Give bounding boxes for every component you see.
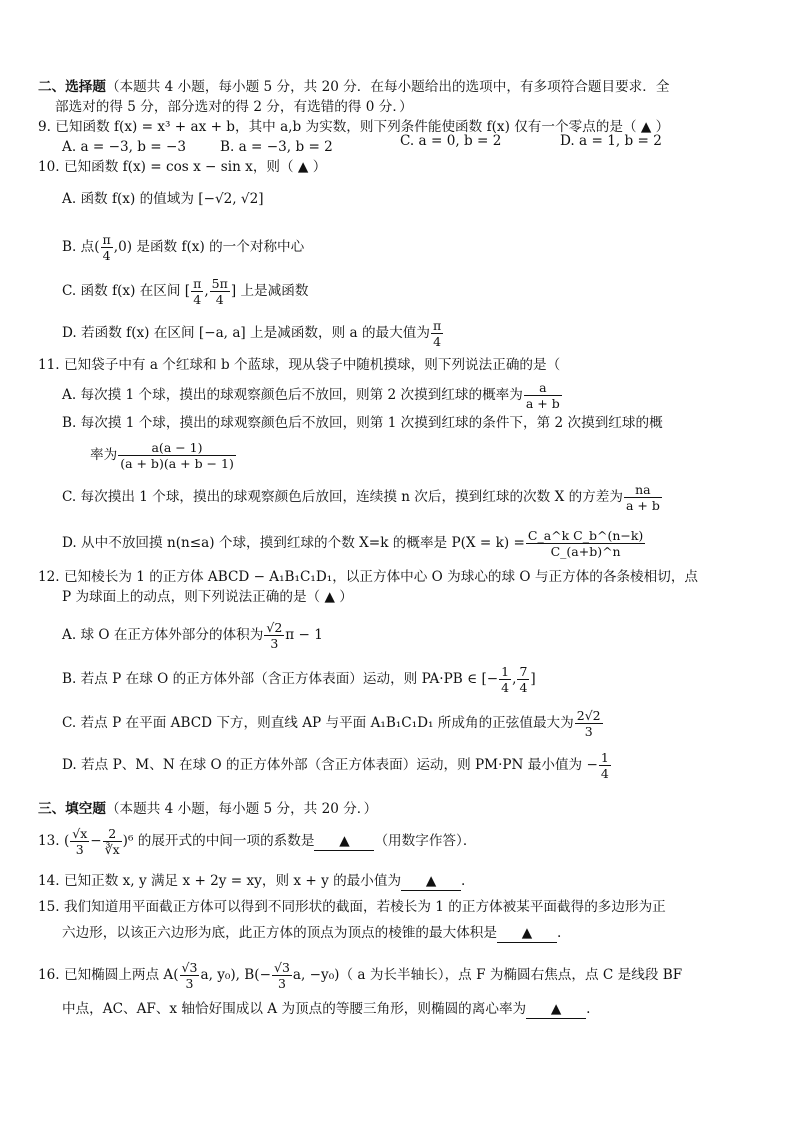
q10-option-a: A. 函数 f(x) 的值域为 [−√2, √2] xyxy=(62,191,264,207)
q16-line-1: 16. 已知椭圆上两点 A( $\frac{√3}{3}$ a, y₀), B(− $\frac{√3}{3}$ a, −y₀)（ a 为长半轴长），点 F 为椭圆右焦点，点 C 是线段 BF xyxy=(38,960,683,991)
q9-option-b: B. a = −3, b = 2 xyxy=(220,139,333,155)
q14-answer-blank[interactable]: ▲ xyxy=(401,872,461,891)
q12-option-b: B. 若点 P 在球 O 的正方体外部（含正方体表面）运动，则 PA·PB ∈ [− $\frac{1}{4}$ , $\frac{7}{4}$ ] xyxy=(62,664,536,695)
q16-answer-blank[interactable]: ▲ xyxy=(526,1000,586,1019)
q10-option-b: B. 点( $\frac{\pi}{4}$ ,0) 是函数 f(x) 的一个对称中心 xyxy=(62,232,305,263)
q11-option-b-line-2: 率为 $\frac{a(a - 1)}{(a + b)(a + b - 1)}$ xyxy=(90,440,234,471)
fraction-pi-over-4: $\frac{\pi}{4}$ xyxy=(102,232,111,263)
q9-option-c: C. a = 0, b = 2 xyxy=(400,133,502,149)
q12-option-c: C. 若点 P 在平面 ABCD 下方，则直线 AP 与平面 A₁B₁C₁D₁ 所成角的正弦值最大为 $\frac{2√2}{3}$ xyxy=(62,708,601,739)
q15-line-2: 六边形，以该正六边形为底，此正方体的顶点为顶点的棱锥的最大体积是 ▲ . xyxy=(62,925,562,941)
section-2-line-1 xyxy=(38,78,669,96)
q13-answer-blank[interactable]: ▲ xyxy=(314,832,374,851)
q10-option-c: C. 函数 f(x) 在区间 [ $\frac{\pi}{4}$ , $\frac{5\pi}{4}$ ] 上是减函数 xyxy=(62,276,309,307)
q10-option-d: D. 若函数 f(x) 在区间 [−a, a] 上是减函数，则 a 的最大值为 $\frac{\pi}{4}$ xyxy=(62,318,442,349)
q9-option-a: A. a = −3, b = −3 xyxy=(62,139,187,155)
q11-option-a: A. 每次摸 1 个球，摸出的球观察颜色后不放回，则第 2 次摸到红球的概率为 $\frac{a}{a + b}$ xyxy=(62,380,560,411)
q12-option-a: A. 球 O 在正方体外部分的体积为 $\frac{√2}{3}$ π − 1 xyxy=(62,620,323,651)
q12-stem-line-2: P 为球面上的动点，则下列说法正确的是（ ▲ ） xyxy=(62,589,353,605)
section-2-line-2: 部选对的得 5 分，部分选对的得 2 分，有选错的得 0 分．） xyxy=(55,99,413,115)
q11-option-c: C. 每次摸出 1 个球，摸出的球观察颜色后放回，连续摸 n 次后，摸到红球的次数 X 的方差为 $\frac{na}{a + b}$ xyxy=(62,482,660,513)
section-2-heading: 二、选择题 xyxy=(38,79,106,95)
q10-stem: 10. 已知函数 f(x) = cos x − sin x，则（ ▲ ） xyxy=(38,159,327,175)
section-3-line xyxy=(38,800,377,818)
q11-stem: 11. 已知袋子中有 a 个红球和 b 个蓝球，现从袋子中随机摸球，则下列说法正确的是（ xyxy=(38,357,561,373)
q11-option-d: D. 从中不放回摸 n(n≤a) 个球，摸到红球的个数 X=k 的概率是 P(X = k) = $\frac{\text{C\_a\textasciicircum{}k C\_b\textasciicircum{}(n−k)}}{C\_(a+b)\^{}n}$ xyxy=(62,528,644,559)
q9-stem: 9. 已知函数 f(x) = x³ + ax + b，其中 a,b 为实数，则下列条件能使函数 f(x) 仅有一个零点的是（ ▲ ） xyxy=(38,119,670,135)
section-3-heading: 三、填空题 xyxy=(38,801,106,817)
q13-line: 13. ( $\frac{√x}{3}$ − $\frac{2}{∛x}$ )⁶ 的展开式的中间一项的系数是 ▲ （用数字作答）． xyxy=(38,826,477,857)
q15-answer-blank[interactable]: ▲ xyxy=(497,924,557,943)
q9-option-d: D. a = 1, b = 2 xyxy=(560,133,662,149)
q14-line: 14. 已知正数 x, y 满足 x + 2y = xy，则 x + y 的最小值为 ▲ . xyxy=(38,873,466,889)
q15-line-1: 15. 我们知道用平面截正方体可以得到不同形状的截面，若棱长为 1 的正方体被某平面截得的多边形为正 xyxy=(38,899,666,915)
q12-option-d: D. 若点 P、M、N 在球 O 的正方体外部（含正方体表面）运动，则 PM·PN 最小值为 − $\frac{1}{4}$ xyxy=(62,750,609,781)
section-3-description: （本题共 4 小题，每小题 5 分，共 20 分．） xyxy=(105,801,378,817)
section-2-description: （本题共 4 小题，每小题 5 分，共 20 分．在每小题给出的选项中，有多项符合题目要求．全 xyxy=(105,79,670,95)
q16-line-2: 中点，AC、AF、x 轴恰好围成以 A 为顶点的等腰三角形，则椭圆的离心率为 ▲ . xyxy=(62,1001,591,1017)
q11-option-b-line-1: B. 每次摸 1 个球，摸出的球观察颜色后不放回，则第 1 次摸到红球的条件下，第 2 次摸到红球的概 xyxy=(62,415,663,431)
q12-stem-line-1: 12. 已知棱长为 1 的正方体 ABCD − A₁B₁C₁D₁，以正方体中心 O 为球心的球 O 与正方体的各条棱相切，点 xyxy=(38,569,699,585)
